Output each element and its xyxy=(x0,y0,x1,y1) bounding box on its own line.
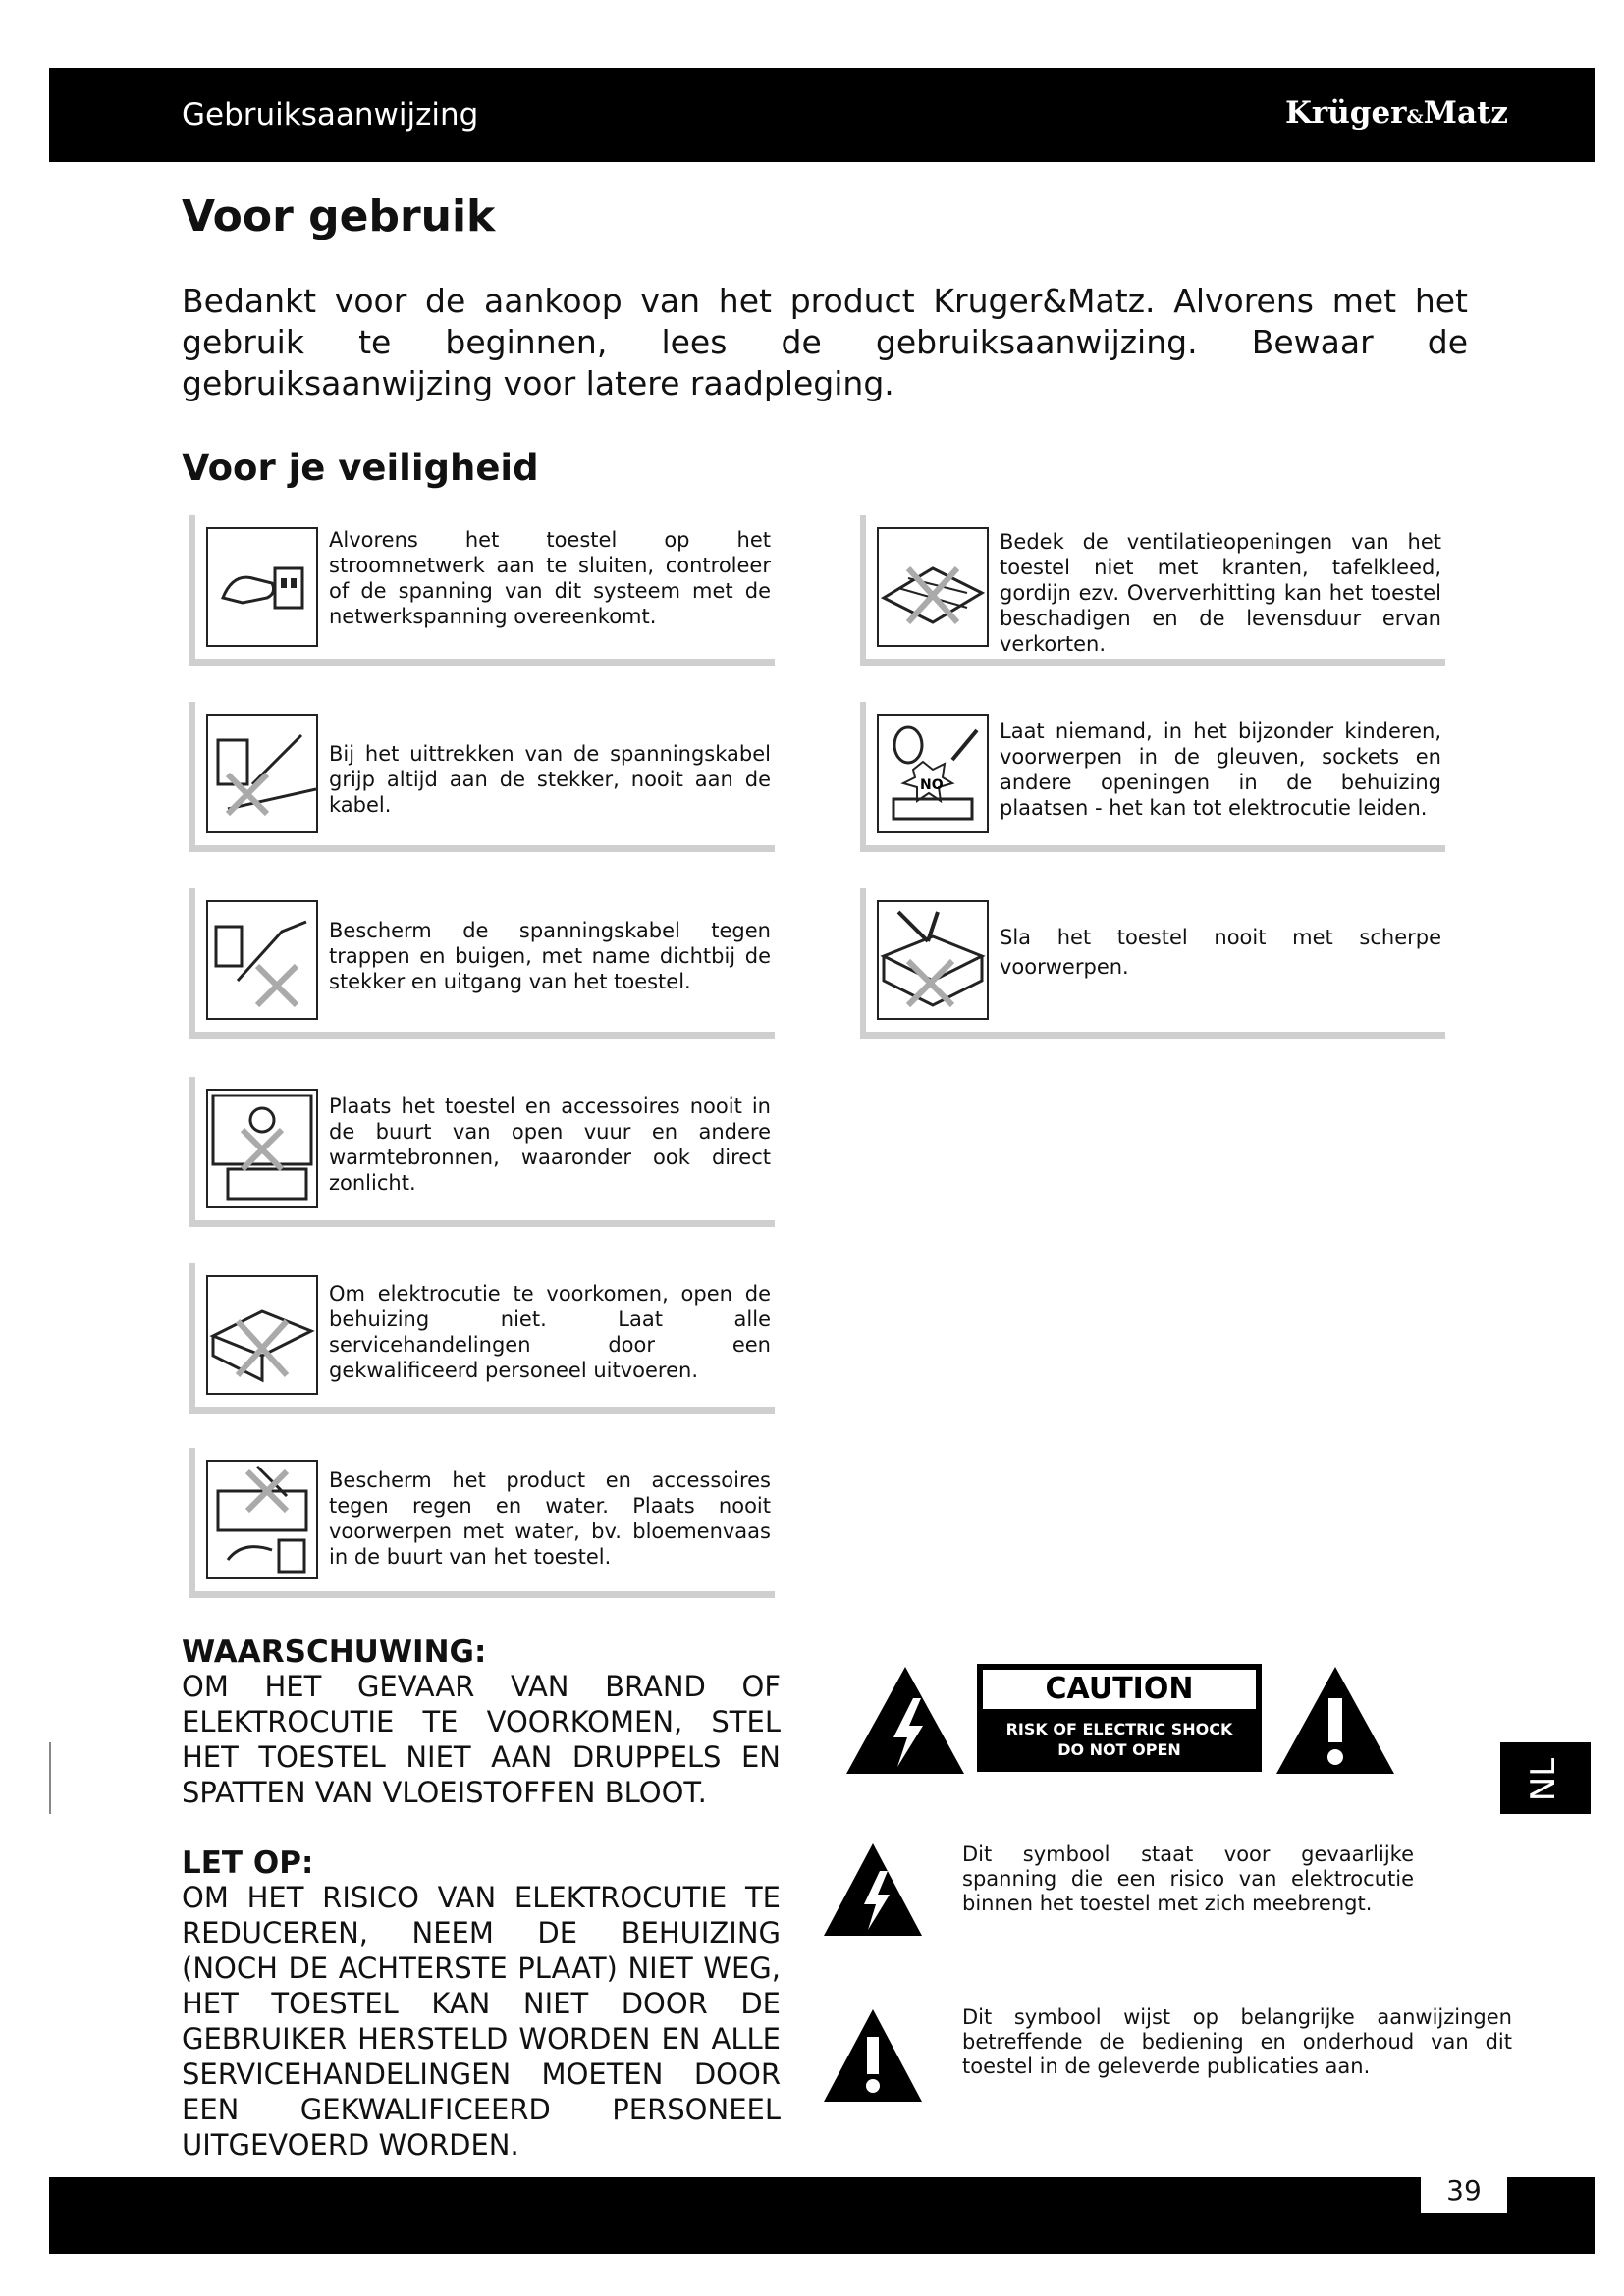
safety-text: Bij het uittrekken van de spanningskabel grijp altijd aan de stekker, nooit aan de kabel. xyxy=(329,742,771,817)
warning-text: OM HET GEVAAR VAN BRAND OF ELEKTROCUTIE TE VOORKOMEN, STEL HET TOESTEL NIET AAN DRUPPELS EN SPATTEN VAN VLOEISTOFFEN BLOOT. xyxy=(182,1670,781,1809)
caution-title: CAUTION xyxy=(983,1670,1256,1709)
brand-logo: Krüger&Matz xyxy=(1284,95,1508,131)
page-title: Voor gebruik xyxy=(182,191,496,241)
voltage-symbol-text: Dit symbool staat voor gevaarlijke spanning die een risico van elektrocutie binnen het toestel met zich meebrengt. xyxy=(962,1842,1414,1915)
safety-card xyxy=(182,1263,771,1413)
language-tab: NL xyxy=(1500,1742,1591,1814)
caution-label xyxy=(844,1664,1394,1777)
safety-text: Alvorens het toestel op het stroomnetwerk aan te sluiten, controleer of de spanning van dit systeem met de netwerkspanning overeenkomt. xyxy=(329,528,771,628)
safety-card xyxy=(182,888,771,1038)
no-objects-icon xyxy=(877,714,989,833)
caution-subtitle: RISK OF ELECTRIC SHOCK DO NOT OPEN xyxy=(1005,1720,1233,1759)
open-case-icon xyxy=(206,1275,318,1395)
no-label: NO xyxy=(920,777,944,793)
cable-protect-icon xyxy=(206,900,318,1020)
safety-text: Bedek de ventilatieopeningen van het toestel niet met kranten, tafelkleed, gordijn ezv. Oververhitting kan het toestel beschadigen en de levensduur ervan verkorten. xyxy=(1000,530,1441,656)
intro-paragraph: Bedankt voor de aankoop van het product Kruger&Matz. Alvorens met het gebruik te beginnen, lees de gebruiksaanwijzing. Bewaar de gebruiksaanwijzing voor latere raadpleging. xyxy=(182,282,1468,402)
safety-text: Sla het toestel nooit met scherpe voorwerpen. xyxy=(1000,926,1441,979)
safety-card xyxy=(182,1077,771,1226)
caution-heading: LET OP: xyxy=(182,1845,314,1881)
safety-card xyxy=(182,1448,771,1597)
water-protect-icon xyxy=(206,1460,318,1579)
safety-text: Om elektrocutie te voorkomen, open de behuizing niet. Laat alle servicehandelingen door een gekwalificeerd personeel uitvoeren. xyxy=(329,1282,771,1382)
document-title: Gebruiksaanwijzing xyxy=(182,97,479,133)
caution-text: OM HET RISICO VAN ELEKTROCUTIE TE REDUCEREN, NEEM DE BEHUIZING (NOCH DE ACHTERSTE PLAAT) NIET WEG, HET TOESTEL KAN NIET DOOR DE GEBRUIKER HERSTELD WORDEN EN ALLE SERVICEHANDELINGEN MOETEN DOOR EEN GEKWALIFICEERD PERSONEEL UITGEVOERD WORDEN. xyxy=(182,1881,781,2162)
exclamation-symbol-icon xyxy=(823,2007,924,2104)
sharp-objects-icon xyxy=(877,900,989,1020)
safety-card xyxy=(182,515,771,665)
plug-voltage-icon xyxy=(206,527,318,647)
header-bar xyxy=(49,68,1595,162)
warning-heading: WAARSCHUWING: xyxy=(182,1634,487,1670)
caution-box xyxy=(977,1664,1262,1772)
side-divider xyxy=(49,1742,51,1814)
safety-text: Bescherm de spanningskabel tegen trappen en buigen, met name dichtbij de stekker en uitgang van het toestel. xyxy=(329,919,771,993)
safety-text: Bescherm het product en accessoires tegen regen en water. Plaats nooit voorwerpen met water, bv. bloemenvaas in de buurt van het toestel. xyxy=(329,1468,771,1569)
safety-card xyxy=(852,515,1441,665)
safety-text: Plaats het toestel en accessoires nooit in de buurt van open vuur en andere warmtebronnen, waaronder ook direct zonlicht. xyxy=(329,1095,771,1195)
safety-text: Laat niemand, in het bijzonder kinderen, voorwerpen in de gleuven, sockets en andere openingen in de behuizing plaatsen - het kan tot elektrocutie leiden. xyxy=(1000,720,1441,820)
safety-card xyxy=(182,702,771,851)
safety-card xyxy=(852,888,1441,1038)
heat-source-icon xyxy=(206,1089,318,1208)
unplug-icon xyxy=(206,714,318,833)
lightning-triangle-icon xyxy=(844,1664,967,1777)
exclamation-triangle-icon xyxy=(1274,1664,1397,1777)
ventilation-icon xyxy=(877,527,989,647)
page-number: 39 xyxy=(1421,2169,1507,2213)
safety-card xyxy=(852,702,1441,851)
footer-bar xyxy=(49,2177,1595,2254)
exclamation-symbol-text: Dit symbool wijst op belangrijke aanwijzingen betreffende de bediening en onderhoud van dit toestel in de geleverde publicaties aan. xyxy=(962,2005,1512,2078)
voltage-symbol-icon xyxy=(823,1842,924,1938)
safety-heading: Voor je veiligheid xyxy=(182,447,539,489)
